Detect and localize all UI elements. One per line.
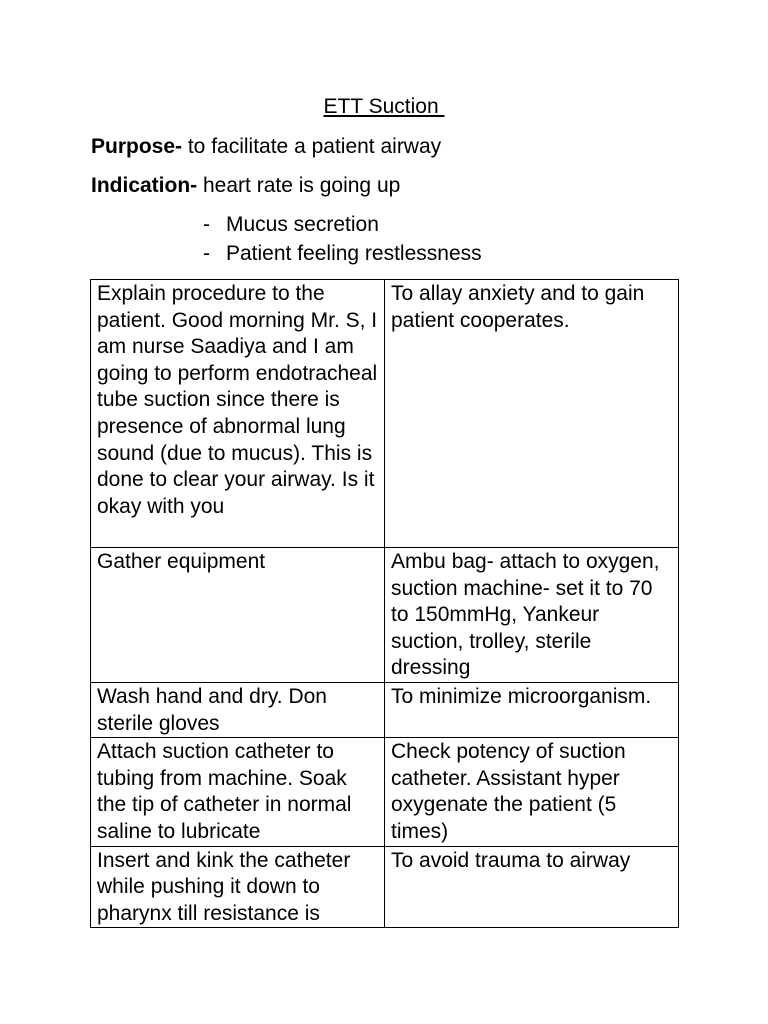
action-cell: Attach suction catheter to tubing from machine. Soak the tip of catheter in normal saline to lubricate (91, 738, 385, 846)
table-row (91, 280, 679, 548)
rationale-cell: To avoid trauma to airway (385, 846, 679, 928)
indication-text: heart rate is going up (197, 174, 401, 197)
purpose-line (91, 134, 441, 160)
indication-label: Indication- (91, 174, 198, 197)
rationale-cell: Ambu bag- attach to oxygen, suction machine- set it to 70 to 150mmHg, Yankeur suction, trolley, sterile dressing (385, 548, 679, 683)
purpose-text: to facilitate a patient airway (182, 135, 442, 158)
table-row (91, 738, 679, 846)
bullet-dash: - (203, 242, 210, 265)
table-row (91, 683, 679, 738)
procedure-table (90, 279, 679, 928)
indication-bullet-list (203, 210, 482, 268)
bullet-item (203, 210, 482, 239)
rationale-cell: To minimize microorganism. (385, 683, 679, 738)
rationale-cell: To allay anxiety and to gain patient cooperates. (385, 280, 679, 548)
bullet-dash: - (203, 213, 210, 236)
table-row (91, 846, 679, 928)
action-cell: Gather equipment (91, 548, 385, 683)
bullet-text: Mucus secretion (226, 213, 379, 236)
purpose-label: Purpose- (91, 135, 183, 158)
document-title: ETT Suction (323, 95, 445, 118)
bullet-text: Patient feeling restlessness (226, 242, 482, 265)
action-cell: Wash hand and dry. Don sterile gloves (91, 683, 385, 738)
action-cell: Insert and kink the catheter while pushing it down to pharynx till resistance is (91, 846, 385, 928)
indication-line (91, 173, 400, 199)
rationale-cell: Check potency of suction catheter. Assistant hyper oxygenate the patient (5 times) (385, 738, 679, 846)
bullet-item (203, 239, 482, 268)
table-row (91, 548, 679, 683)
action-cell: Explain procedure to the patient. Good morning Mr. S, I am nurse Saadiya and I am going to perform endotracheal tube suction since there is presence of abnormal lung sound (due to mucus). This is done to clear your airway. Is it okay with you (91, 280, 385, 548)
